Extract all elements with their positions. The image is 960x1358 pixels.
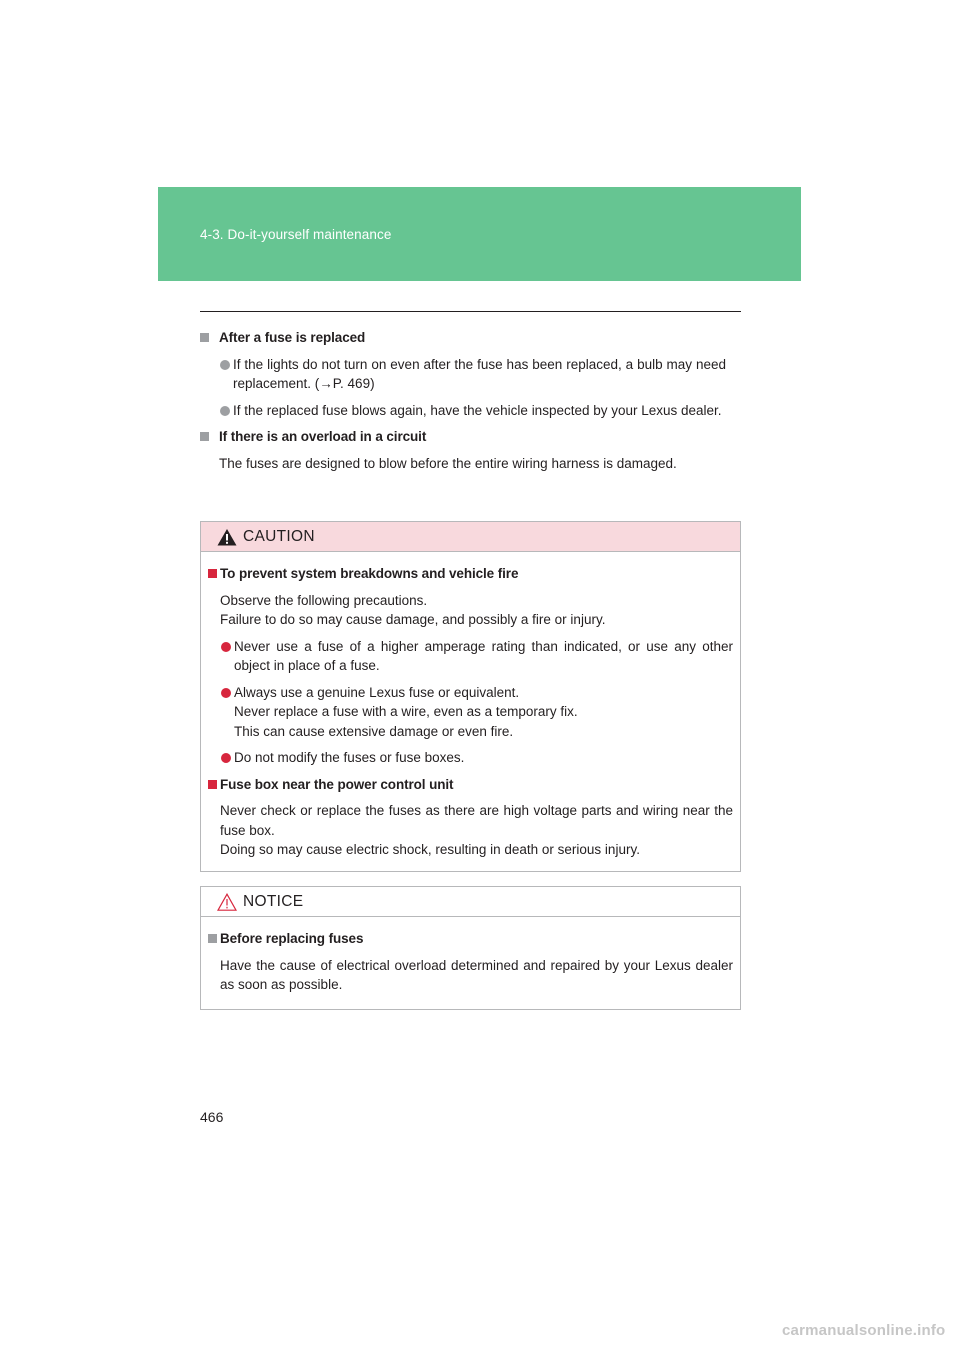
warning-triangle-filled-icon <box>217 528 237 546</box>
square-bullet-icon <box>208 934 217 943</box>
round-bullet-icon <box>221 753 231 763</box>
list-item: Never use a fuse of a higher amperage rating than indicated, or use any other object in place of a fuse. <box>208 637 733 676</box>
caution-title: CAUTION <box>243 528 315 545</box>
list-item: Do not modify the fuses or fuse boxes. <box>208 748 733 768</box>
paragraph: Observe the following precautions. Failure to do so may cause damage, and possibly a fire or injury. <box>220 592 606 627</box>
warning-triangle-outline-icon <box>217 893 237 911</box>
notice-title: NOTICE <box>243 893 304 910</box>
round-bullet-icon <box>221 642 231 652</box>
paragraph: The fuses are designed to blow before the entire wiring harness is damaged. <box>219 455 677 471</box>
list-item: If the lights do not turn on even after the fuse has been replaced, a bulb may need replacement. (→P. 469) <box>200 355 741 394</box>
round-bullet-icon <box>221 688 231 698</box>
list-item: If the replaced fuse blows again, have the vehicle inspected by your Lexus dealer. <box>200 401 741 421</box>
subheading-after-fuse-replaced: After a fuse is replaced <box>200 328 741 348</box>
notice-header <box>201 887 740 917</box>
paragraph: Have the cause of electrical overload determined and repaired by your Lexus dealer as soon as possible. <box>220 957 733 992</box>
page-number: 466 <box>200 1109 224 1125</box>
paragraph: Never check or replace the fuses as there are high voltage parts and wiring near the fuse box. Doing so may cause electric shock, resulting in death or serious injury. <box>220 803 733 857</box>
subheading-prevent-breakdowns: To prevent system breakdowns and vehicle fire <box>208 564 733 584</box>
divider <box>200 311 741 312</box>
caution-body <box>201 552 740 860</box>
watermark: carmanualsonline.info <box>782 1322 946 1339</box>
notice-body <box>201 917 740 995</box>
notice-box <box>200 886 741 1010</box>
caution-box <box>200 521 741 872</box>
main-content <box>200 328 741 473</box>
square-bullet-icon <box>208 780 217 789</box>
list-item: Always use a genuine Lexus fuse or equivalent. Never replace a fuse with a wire, even as a temporary fix. This can cause extensive damage or even fire. <box>208 683 733 742</box>
square-bullet-icon <box>208 569 217 578</box>
section-title: 4-3. Do-it-yourself maintenance <box>200 227 392 242</box>
caution-header <box>201 522 740 552</box>
subheading-before-replacing: Before replacing fuses <box>208 929 733 949</box>
square-bullet-icon <box>200 432 209 441</box>
round-bullet-icon <box>220 406 230 416</box>
header-band <box>158 187 801 281</box>
subheading-fuse-box-power-unit: Fuse box near the power control unit <box>208 775 733 795</box>
round-bullet-icon <box>220 360 230 370</box>
subheading-overload-circuit: If there is an overload in a circuit <box>200 427 741 447</box>
square-bullet-icon <box>200 333 209 342</box>
